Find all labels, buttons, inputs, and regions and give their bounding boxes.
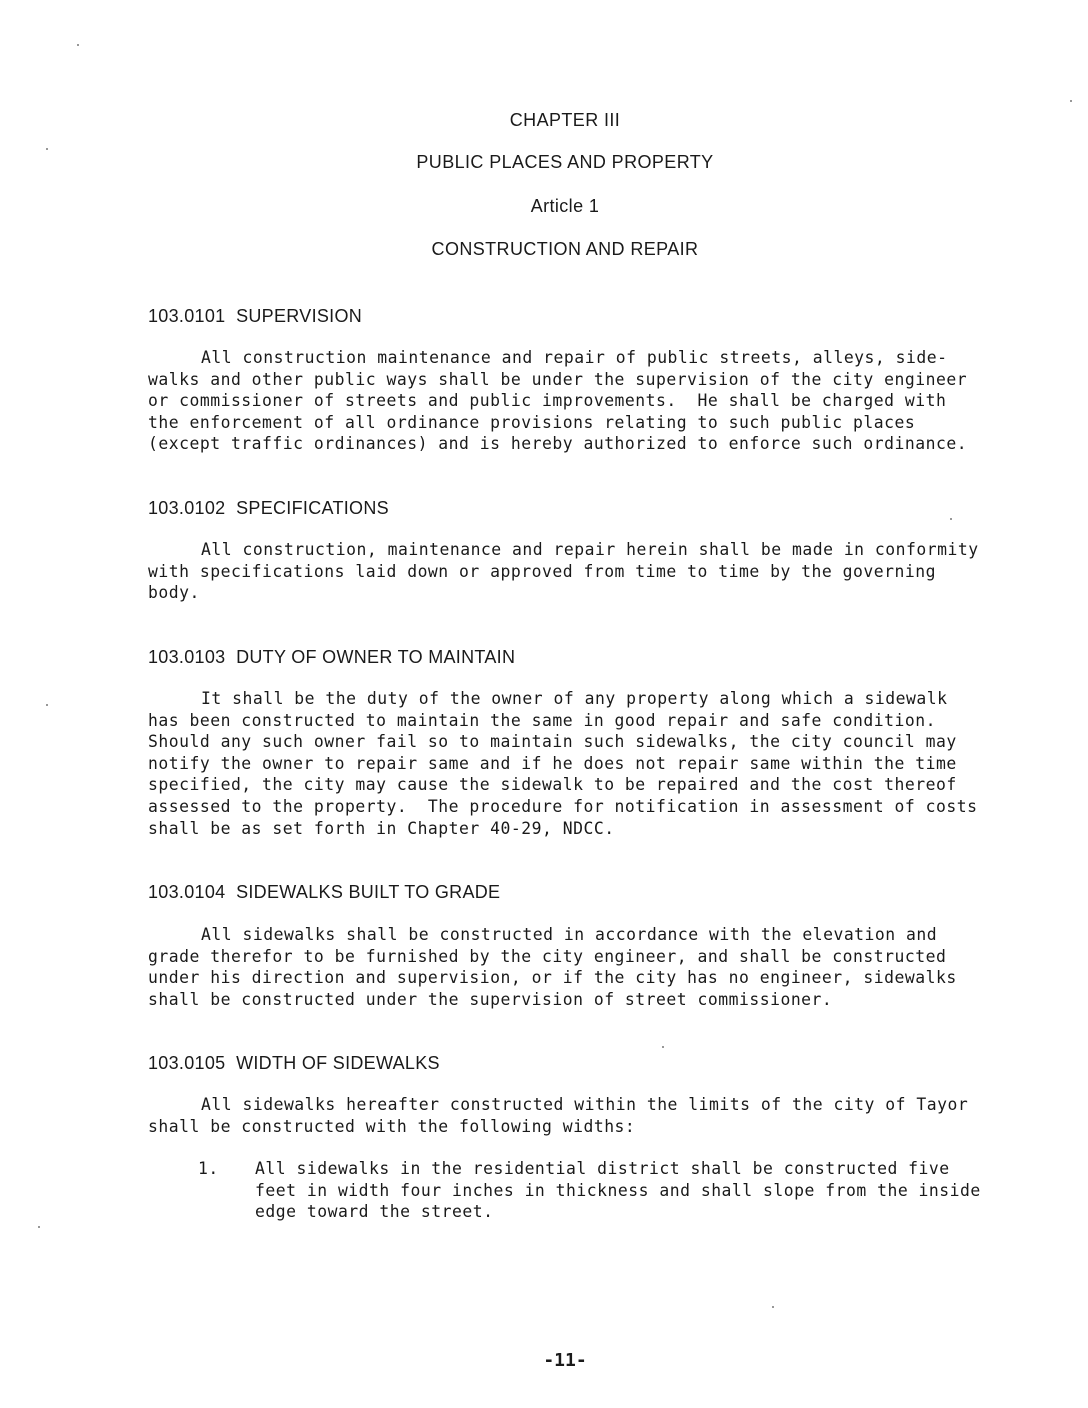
section-title: 103.0101 SUPERVISION (148, 306, 363, 326)
section-paragraph (148, 539, 1018, 604)
scan-speck (46, 148, 48, 150)
paragraph-line: grade therefor to be furnished by the city engineer, and shall be constructed (148, 946, 947, 966)
section-paragraph (148, 688, 1018, 839)
section-title: 103.0104 SIDEWALKS BUILT TO GRADE (148, 882, 501, 902)
scan-speck (77, 44, 79, 46)
section-paragraph (148, 1094, 1018, 1137)
paragraph-line: notify the owner to repair same and if he does not repair same within the time (148, 753, 957, 773)
paragraph-line: shall be constructed under the supervision of street commissioner. (148, 989, 833, 1009)
article-title: CONSTRUCTION AND REPAIR (431, 239, 699, 259)
section-title: 103.0105 WIDTH OF SIDEWALKS (148, 1053, 440, 1073)
paragraph-line: All construction, maintenance and repair herein shall be made in conformity (201, 540, 979, 559)
paragraph-line: specified, the city may cause the sidewalk to be repaired and the cost thereof (148, 775, 957, 795)
paragraph-line: shall be as set forth in Chapter 40-29, NDCC. (148, 818, 615, 838)
paragraph-line: body. (148, 583, 200, 603)
paragraph-line: assessed to the property. The procedure for notification in assessment of costs (148, 796, 978, 816)
paragraph-line: shall be constructed with the following widths: (148, 1116, 636, 1136)
paragraph-line: All sidewalks shall be constructed in accordance with the elevation and (201, 925, 938, 944)
paragraph-line: Should any such owner fail so to maintain such sidewalks, the city council may (148, 732, 957, 752)
paragraph-line: with specifications laid down or approved from time to time by the governing (148, 561, 936, 581)
scan-speck (1070, 100, 1072, 102)
paragraph-line: walks and other public ways shall be under the supervision of the city engineer (148, 369, 968, 389)
scan-speck (772, 1306, 774, 1308)
page-number: -11- (543, 1350, 587, 1371)
section-paragraph (148, 924, 1018, 1010)
paragraph-line: the enforcement of all ordinance provisions relating to such public places (148, 412, 916, 432)
scan-speck (46, 704, 48, 706)
section-title: 103.0103 DUTY OF OWNER TO MAINTAIN (148, 647, 516, 667)
scan-speck (950, 518, 952, 520)
paragraph-line: or commissioner of streets and public improvements. He shall be charged with (148, 391, 947, 411)
section-paragraph (148, 347, 1018, 455)
list-item-line: feet in width four inches in thickness and shall slope from the inside (255, 1180, 981, 1200)
paragraph-line: (except traffic ordinances) and is hereby authorized to enforce such ordinance. (148, 434, 968, 454)
list-item-number: 1. (198, 1159, 219, 1178)
list-item-line: All sidewalks in the residential district shall be constructed five (255, 1159, 950, 1178)
paragraph-line: It shall be the duty of the owner of any property along which a sidewalk (201, 689, 948, 708)
chapter-title: PUBLIC PLACES AND PROPERTY (416, 152, 714, 172)
paragraph-line: under his direction and supervision, or if the city has no engineer, sidewalks (148, 968, 957, 988)
paragraph-line: All sidewalks hereafter constructed within the limits of the city of Tayor (201, 1095, 969, 1114)
list-item-body (255, 1158, 981, 1223)
paragraph-line: has been constructed to maintain the same in good repair and safe condition. (148, 710, 936, 730)
article-number: Article 1 (530, 196, 600, 216)
scan-speck (38, 1226, 40, 1228)
paragraph-line: All construction maintenance and repair of public streets, alleys, side- (201, 348, 948, 367)
section-title: 103.0102 SPECIFICATIONS (148, 498, 389, 518)
scan-speck (662, 1046, 664, 1048)
chapter-number: CHAPTER III (509, 110, 621, 130)
list-item-line: edge toward the street. (255, 1202, 494, 1222)
